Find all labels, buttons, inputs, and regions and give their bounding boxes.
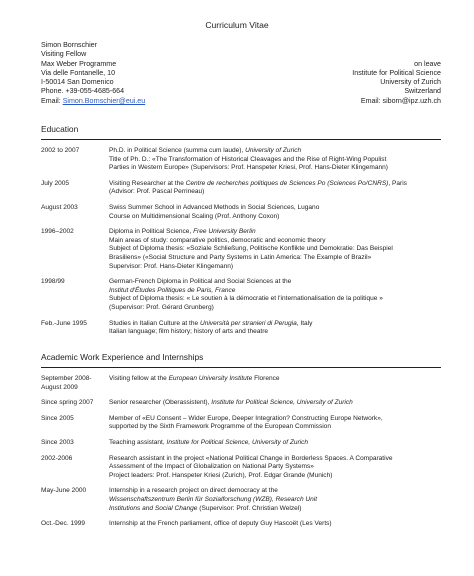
contact-row bbox=[41, 41, 441, 50]
entry-line: Senior researcher (Oberassistent), Institute for Political Science, University of Zurich bbox=[109, 399, 353, 407]
entry-line: (Supervisor: Prof. Gérard Grunberg) bbox=[109, 303, 214, 311]
entry-line: German-French Diploma in Political and Social Sciences at the bbox=[109, 278, 292, 286]
entry-line: Wissenschaftszentrum Berlin für Sozialforschung (WZB), Research Unit bbox=[109, 495, 318, 503]
contact-left-line: Via delle Fontanelle, 10 bbox=[41, 68, 116, 77]
cv-entry bbox=[41, 180, 441, 197]
entry-line: Internship at the French parliament, office of deputy Guy Hascoët (Les Verts) bbox=[109, 520, 332, 528]
entry-line: (Advisor: Prof. Pascal Perrineau) bbox=[109, 188, 205, 196]
academic-section bbox=[41, 352, 441, 529]
contact-right-line: Switzerland bbox=[404, 87, 441, 96]
entry-line: Course on Multidimensional Scaling (Prof. Anthony Coxon) bbox=[109, 212, 280, 220]
contact-right-line: Institute for Political Science bbox=[352, 68, 441, 77]
cv-entry bbox=[41, 455, 441, 481]
contact-left-line: Simon Bornschier bbox=[41, 41, 97, 49]
cv-entry bbox=[41, 399, 441, 408]
entry-body bbox=[109, 228, 441, 271]
entry-date: Feb.-June 1995 bbox=[41, 319, 87, 327]
entry-line: Assessment of the Impact of Globalization on National Party Systems» bbox=[109, 463, 314, 471]
entry-line: Italian language; film history; history of arts and theatre bbox=[109, 328, 269, 336]
entry-date: September 2008- August 2009 bbox=[41, 375, 92, 391]
entry-body bbox=[109, 147, 441, 173]
entry-line: Visiting Researcher at the Centre de recherches politiques de Sciences Po (Sciences Po/CNRS), Paris bbox=[109, 179, 407, 187]
entry-line: Visiting fellow at the European University Institute Florence bbox=[109, 375, 280, 382]
cv-entry bbox=[41, 204, 441, 221]
contact-right-line: Email: siborn@ipz.uzh.ch bbox=[360, 96, 441, 105]
cv-entry bbox=[41, 278, 441, 312]
entry-line: Project leaders: Prof. Hanspeter Kriesi (Zurich), Prof. Edgar Grande (Munich) bbox=[109, 471, 333, 479]
cv-entry bbox=[41, 415, 441, 432]
cv-entry bbox=[41, 320, 441, 337]
contact-row bbox=[41, 60, 441, 69]
entry-body bbox=[109, 439, 441, 448]
contact-left-line bbox=[41, 97, 145, 106]
entry-body bbox=[109, 320, 441, 337]
contact-row bbox=[41, 78, 441, 87]
entry-date: July 2005 bbox=[41, 179, 70, 187]
entry-line: Institutions and Social Change (Supervisor: Prof. Christian Welzel) bbox=[109, 504, 302, 512]
contact-right-line: on leave bbox=[414, 59, 441, 68]
document-title: Curriculum Vitae bbox=[205, 20, 269, 30]
entry-date: 1996–2002 bbox=[41, 228, 74, 236]
contact-left-line: Max Weber Programme bbox=[41, 59, 117, 68]
entry-date: Oct.-Dec. 1999 bbox=[41, 520, 86, 528]
entry-date: 1998/99 bbox=[41, 278, 65, 286]
entry-body bbox=[109, 375, 441, 392]
cv-entry bbox=[41, 520, 441, 529]
academic-entries bbox=[41, 375, 441, 529]
education-section bbox=[41, 124, 441, 337]
entry-body bbox=[109, 520, 441, 529]
contact-left-line: Phone. +39-055-4685-664 bbox=[41, 87, 125, 96]
cv-entry bbox=[41, 439, 441, 448]
contact-row bbox=[41, 50, 441, 59]
academic-heading: Academic Work Experience and Internships bbox=[41, 352, 441, 368]
entry-line: Institut d'Études Politiques de Paris, France bbox=[109, 286, 236, 294]
entry-line: Teaching assistant, Institute for Political Science, University of Zurich bbox=[109, 438, 309, 446]
cv-entry bbox=[41, 487, 441, 513]
entry-line: supported by the Sixth Framework Programme of the European Commission bbox=[109, 423, 331, 431]
cv-entry bbox=[41, 375, 441, 392]
contact-row bbox=[41, 97, 441, 106]
entry-line: Internship in a research project on direct democracy at the bbox=[109, 487, 278, 495]
entry-line: Studies in Italian Culture at the Università per stranieri di Perugia, Italy bbox=[109, 319, 313, 327]
contact-right-line: University of Zurich bbox=[380, 78, 441, 87]
entry-date: Since 2005 bbox=[41, 414, 74, 422]
email-link[interactable]: Simon.Bornschier@eui.eu bbox=[62, 96, 146, 105]
contact-left-line: Visiting Fellow bbox=[41, 50, 87, 59]
entry-line: Member of «EU Consent – Wider Europe, Deeper Integration? Constructing Europe Network», bbox=[109, 414, 383, 422]
email-label: Email: bbox=[41, 96, 63, 105]
contact-block bbox=[41, 41, 441, 106]
entry-body bbox=[109, 204, 441, 221]
education-entries bbox=[41, 147, 441, 337]
contact-left-line: I-50014 San Domenico bbox=[41, 78, 114, 87]
entry-date: Since spring 2007 bbox=[41, 399, 94, 407]
entry-body bbox=[109, 180, 441, 197]
entry-line: Main areas of study: comparative politics, democratic and economic theory bbox=[109, 236, 326, 244]
entry-line: Subject of Diploma thesis: «Soziale Schließung, Politische Konflikte und Demokratie: Das Beispiel bbox=[109, 245, 393, 253]
entry-body bbox=[109, 415, 441, 432]
entry-body bbox=[109, 487, 441, 513]
entry-body bbox=[109, 278, 441, 312]
entry-line: Supervisor: Prof. Hans-Dieter Klingemann) bbox=[109, 262, 234, 270]
entry-line: Title of Ph. D.: «The Transformation of Historical Cleavages and the Rise of Right-Wing Populist bbox=[109, 155, 387, 163]
cv-entry bbox=[41, 147, 441, 173]
entry-line: Research assistant in the project «National Political Change in Borderless Spaces. A Comparative bbox=[109, 454, 393, 462]
entry-date: May-June 2000 bbox=[41, 487, 87, 495]
entry-date: 2002 to 2007 bbox=[41, 147, 80, 154]
entry-date: August 2003 bbox=[41, 203, 78, 211]
education-heading: Education bbox=[41, 124, 441, 140]
entry-body bbox=[109, 399, 441, 408]
contact-row bbox=[41, 87, 441, 96]
entry-line: Subject of Diploma thesis: « Le soutien à la démocratie et l'internationalisation de la politique » bbox=[109, 295, 383, 303]
entry-date: 2002-2006 bbox=[41, 454, 73, 462]
entry-line: Ph.D. in Political Science (summa cum laude), University of Zurich bbox=[109, 147, 302, 154]
entry-body bbox=[109, 455, 441, 481]
entry-line: Swiss Summer School in Advanced Methods in Social Sciences, Lugano bbox=[109, 203, 320, 211]
cv-entry bbox=[41, 228, 441, 271]
entry-line: Brasiliens» («Social Structure and Party Systems in Latin America: The Example of Brazil» bbox=[109, 253, 372, 261]
contact-row bbox=[41, 69, 441, 78]
entry-date: Since 2003 bbox=[41, 438, 74, 446]
entry-line: Parties in Western Europe» (Supervisors: Prof. Hanspeter Kriesi, Prof. Hans-Dieter Klingemann) bbox=[109, 164, 388, 172]
entry-line: Diploma in Political Science, Free University Berlin bbox=[109, 228, 256, 236]
